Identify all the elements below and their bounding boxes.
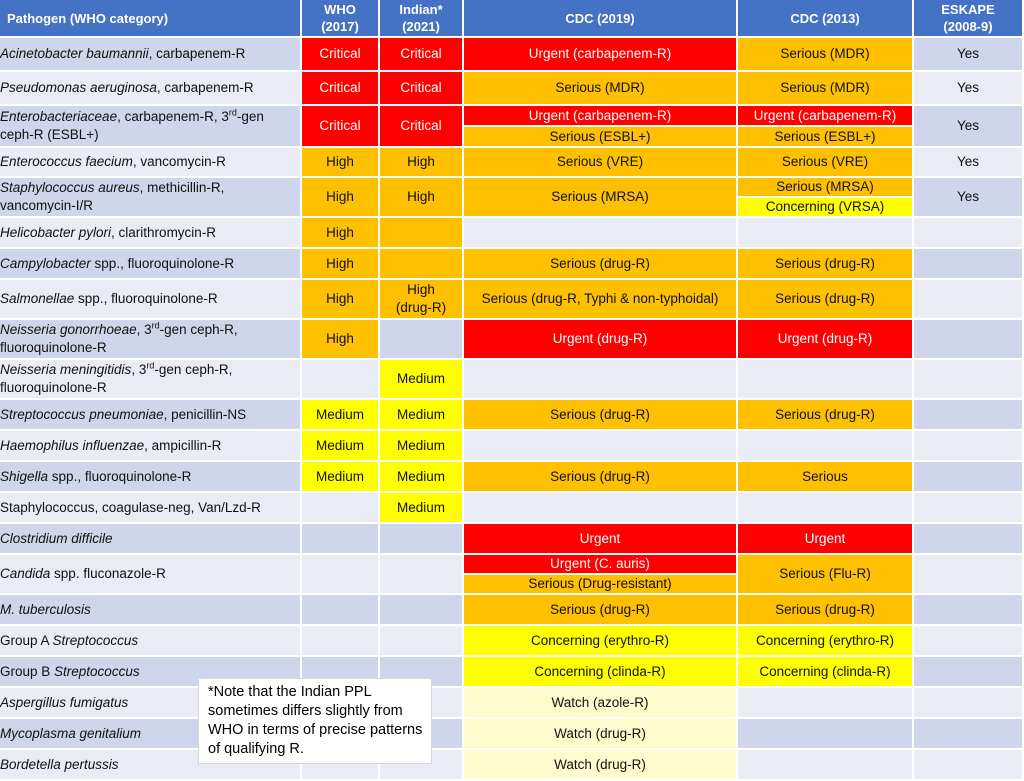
table-row (0, 750, 1024, 781)
pathogen-cell (0, 320, 302, 360)
who-2017-cell-label: High (326, 154, 354, 169)
indian-2021-cell-label: Critical (400, 46, 442, 61)
eskape-cell (914, 218, 1024, 249)
header-row (0, 0, 1024, 38)
cdc-2013-cell-split (738, 106, 912, 146)
pathogen-text: -gen ceph-R, fluoroquinolone-R (0, 362, 233, 395)
who-2017-cell-label: High (326, 255, 354, 271)
cdc-2019-cell (464, 148, 738, 178)
cdc-2013-cell (738, 360, 914, 400)
cdc-2013-cell-label: Urgent (carbapenem-R) (738, 106, 912, 127)
indian-2021-cell-label: Medium (396, 437, 445, 453)
cdc-2019-cell-label: Urgent (carbapenem-R) (528, 46, 672, 61)
who-2017-cell (302, 493, 380, 524)
cdc-2019-cell (464, 280, 738, 320)
pathogen-cell (0, 360, 302, 400)
header-who: WHO (2017) (302, 0, 380, 38)
eskape-label: Yes (956, 189, 980, 204)
cdc-2019-cell (464, 750, 738, 781)
cdc-2013-cell (738, 249, 914, 280)
indian-2021-cell (380, 524, 464, 555)
pathogen-cell (0, 72, 302, 106)
cdc-2013-cell (738, 595, 914, 626)
pathogen-cell (0, 178, 302, 218)
eskape-cell (914, 595, 1024, 626)
cdc-2019-cell (464, 595, 738, 626)
eskape-cell (914, 400, 1024, 431)
pathogen-text: Pseudomonas aeruginosa (0, 80, 157, 95)
pathogen-cell (0, 218, 302, 249)
table-row (0, 719, 1024, 750)
table-row (0, 493, 1024, 524)
pathogen-cell (0, 555, 302, 595)
table-row (0, 218, 1024, 249)
pathogen-cell (0, 462, 302, 493)
cdc-2019-cell-label: Serious (ESBL+) (464, 127, 736, 146)
who-2017-cell-label: High (326, 224, 354, 240)
cdc-2013-cell (738, 106, 914, 148)
who-2017-cell (302, 462, 380, 493)
cdc-2019-cell-label: Watch (drug-R) (554, 756, 646, 772)
cdc-2013-cell-label: Serious (802, 468, 848, 484)
eskape-cell (914, 750, 1024, 781)
cdc-2013-cell (738, 750, 914, 781)
who-2017-cell (302, 280, 380, 320)
cdc-2013-cell (738, 493, 914, 524)
table-row (0, 657, 1024, 688)
cdc-2013-cell-label: Serious (drug-R) (775, 601, 875, 617)
cdc-2019-cell-label: Urgent (carbapenem-R) (464, 106, 736, 127)
header-cdc-2019: CDC (2019) (464, 0, 738, 38)
cdc-2013-cell-label: Serious (drug-R) (775, 406, 875, 422)
header-cdc-2013: CDC (2013) (738, 0, 914, 38)
cdc-2013-cell-label: Urgent (drug-R) (777, 331, 873, 346)
indian-2021-cell (380, 431, 464, 462)
pathogen-text: , penicillin-NS (163, 406, 247, 422)
cdc-2013-cell (738, 72, 914, 106)
eskape-cell (914, 462, 1024, 493)
pathogen-cell (0, 595, 302, 626)
cdc-2019-cell (464, 626, 738, 657)
indian-2021-cell (380, 218, 464, 249)
cdc-2019-cell-label: Serious (drug-R, Typhi & non-typhoidal) (481, 291, 719, 306)
pathogen-text: Enterobacteriaceae (0, 109, 118, 124)
pathogen-text: spp., fluoroquinolone-R (48, 468, 192, 484)
who-2017-cell (302, 218, 380, 249)
cdc-2013-cell (738, 719, 914, 750)
indian-2021-cell-label: Critical (400, 80, 442, 95)
pathogen-text: rd (228, 107, 237, 118)
eskape-label: Yes (956, 118, 980, 133)
cdc-2019-cell-label: Watch (azole-R) (551, 694, 649, 710)
eskape-cell (914, 360, 1024, 400)
eskape-cell (914, 688, 1024, 719)
who-2017-cell (302, 555, 380, 595)
pathogen-text: Group B (0, 663, 55, 679)
pathogen-text: , 3 (136, 322, 152, 337)
pathogen-cell (0, 249, 302, 280)
cdc-2019-cell (464, 72, 738, 106)
eskape-cell (914, 626, 1024, 657)
table-row (0, 555, 1024, 595)
indian-2021-cell (380, 462, 464, 493)
cdc-2013-cell (738, 178, 914, 218)
eskape-cell (914, 249, 1024, 280)
cdc-2013-cell-label: Serious (MDR) (780, 80, 870, 95)
cdc-2019-cell (464, 431, 738, 462)
pathogen-text: , ampicillin-R (144, 437, 222, 453)
pathogen-cell (0, 280, 302, 320)
indian-2021-cell-label: Critical (400, 118, 442, 133)
indian-2021-cell (380, 72, 464, 106)
pathogen-cell (0, 38, 302, 72)
cdc-2013-cell-label: Serious (Flu-R) (779, 566, 871, 581)
cdc-2013-cell (738, 688, 914, 719)
cdc-2019-cell (464, 555, 738, 595)
who-2017-cell-label: Medium (315, 406, 364, 422)
who-2017-cell (302, 431, 380, 462)
indian-2021-cell-label: Medium (396, 499, 445, 515)
eskape-cell (914, 280, 1024, 320)
cdc-2013-cell-label: Urgent (804, 530, 846, 546)
cdc-2019-cell (464, 493, 738, 524)
indian-2021-cell (380, 360, 464, 400)
cdc-2013-cell (738, 555, 914, 595)
pathogen-text: Mycoplasma genitalium (0, 725, 142, 741)
cdc-2013-cell (738, 400, 914, 431)
eskape-cell (914, 148, 1024, 178)
indian-2021-cell (380, 280, 464, 320)
indian-2021-cell-label: High (407, 189, 435, 204)
pathogen-cell (0, 106, 302, 148)
who-2017-cell-label: High (326, 189, 354, 204)
indian-2021-cell-label: High (407, 154, 435, 169)
eskape-label: Yes (956, 154, 980, 169)
pathogen-text: , carbapenem-R (156, 80, 254, 95)
table-row (0, 38, 1024, 72)
table-row (0, 688, 1024, 719)
cdc-2019-cell (464, 524, 738, 555)
indian-2021-cell (380, 555, 464, 595)
pathogen-text: spp., fluoroquinolone-R (74, 291, 218, 306)
pathogen-text: Helicobacter pylori (0, 224, 112, 240)
pathogen-cell (0, 626, 302, 657)
eskape-cell (914, 719, 1024, 750)
pathogen-text: , clarithromycin-R (111, 224, 217, 240)
pathogen-text: rd (151, 320, 160, 331)
cdc-2019-cell-label: Serious (drug-R) (550, 255, 650, 271)
eskape-cell (914, 431, 1024, 462)
pathogen-text: Neisseria meningitidis (0, 362, 132, 377)
cdc-2013-cell-label: Serious (MDR) (780, 46, 870, 61)
indian-2021-cell-label: Medium (396, 468, 445, 484)
table-row (0, 462, 1024, 493)
pathogen-text: Salmonellae (0, 291, 75, 306)
cdc-2013-cell (738, 626, 914, 657)
pathogen-text: Haemophilus influenzae (0, 437, 145, 453)
eskape-cell (914, 320, 1024, 360)
indian-2021-cell-label: Medium (396, 371, 445, 386)
cdc-2013-cell-label: Serious (VRE) (781, 154, 869, 169)
cdc-2019-cell-label: Serious (Drug-resistant) (464, 575, 736, 593)
header-indian: Indian* (2021) (380, 0, 464, 38)
pathogen-text: Aspergillus fumigatus (0, 694, 129, 710)
who-2017-cell-label: Medium (315, 437, 364, 453)
who-2017-cell (302, 72, 380, 106)
cdc-2019-cell-label: Urgent (C. auris) (464, 555, 736, 575)
who-2017-cell (302, 148, 380, 178)
cdc-2019-cell-label: Serious (drug-R) (550, 601, 650, 617)
eskape-cell (914, 178, 1024, 218)
pathogen-text: -gen ceph-R, fluoroquinolone-R (0, 322, 238, 355)
cdc-2019-cell-label: Serious (drug-R) (550, 468, 650, 484)
indian-2021-cell (380, 320, 464, 360)
table-row (0, 72, 1024, 106)
pathogen-text: , carbapenem-R, 3 (117, 109, 229, 124)
cdc-2013-cell-label: Serious (ESBL+) (738, 127, 912, 146)
cdc-2019-cell (464, 360, 738, 400)
who-2017-cell-label: High (326, 291, 354, 306)
cdc-2019-cell (464, 249, 738, 280)
pathogen-text: , vancomycin-R (132, 154, 226, 169)
who-2017-cell (302, 178, 380, 218)
eskape-cell (914, 493, 1024, 524)
who-2017-cell (302, 249, 380, 280)
who-2017-cell (302, 400, 380, 431)
cdc-2019-cell (464, 178, 738, 218)
cdc-2019-cell (464, 106, 738, 148)
eskape-cell (914, 524, 1024, 555)
eskape-cell (914, 106, 1024, 148)
cdc-2013-cell (738, 148, 914, 178)
table-row (0, 320, 1024, 360)
table-row (0, 280, 1024, 320)
indian-2021-cell-label: Medium (396, 406, 445, 422)
eskape-cell (914, 72, 1024, 106)
cdc-2013-cell (738, 524, 914, 555)
who-2017-cell (302, 524, 380, 555)
cdc-2019-cell-label: Urgent (drug-R) (552, 331, 648, 346)
pathogen-text: Group A (0, 632, 53, 648)
table-body (0, 38, 1024, 781)
indian-2021-cell (380, 106, 464, 148)
pathogen-text: , methicillin-R, vancomycin-I/R (0, 180, 225, 213)
pathogen-text: M. tuberculosis (0, 601, 91, 617)
pathogen-cell (0, 148, 302, 178)
cdc-2013-cell-label: Serious (drug-R) (775, 291, 875, 306)
pathogen-cell (0, 400, 302, 431)
pathogen-text: Campylobacter (0, 255, 91, 271)
cdc-2019-cell-label: Serious (VRE) (556, 154, 644, 169)
indian-2021-cell (380, 400, 464, 431)
cdc-2019-cell (464, 688, 738, 719)
pathogen-text: -gen ceph-R (ESBL+) (0, 109, 264, 142)
who-2017-cell-label: Critical (319, 80, 361, 95)
cdc-2013-cell-label: Concerning (clinda-R) (759, 663, 891, 679)
pathogen-text: Streptococcus pneumoniae (0, 406, 164, 422)
table-row (0, 360, 1024, 400)
cdc-2019-cell (464, 462, 738, 493)
who-2017-cell (302, 595, 380, 626)
pathogen-text: , carbapenem-R (148, 46, 246, 61)
eskape-cell (914, 555, 1024, 595)
cdc-2013-cell (738, 462, 914, 493)
who-2017-cell-label: Critical (319, 118, 361, 133)
cdc-2013-cell-split (738, 178, 912, 216)
table-row (0, 626, 1024, 657)
eskape-label: Yes (956, 80, 980, 95)
who-2017-cell (302, 360, 380, 400)
pathogen-text: Streptococcus (52, 632, 139, 648)
pathogen-text: rd (146, 360, 155, 371)
cdc-2013-cell (738, 280, 914, 320)
eskape-cell (914, 657, 1024, 688)
pathogen-text: Acinetobacter baumannii (0, 46, 149, 61)
table-row (0, 524, 1024, 555)
cdc-2019-cell-label: Serious (drug-R) (550, 406, 650, 422)
cdc-2019-cell-split (464, 106, 736, 146)
who-2017-cell (302, 320, 380, 360)
table-row (0, 178, 1024, 218)
cdc-2019-cell-split (464, 555, 736, 593)
pathogen-text: Staphylococcus aureus (0, 180, 140, 195)
pathogen-text: Bordetella pertussis (0, 756, 119, 772)
pathogen-text: Clostridium difficile (0, 530, 113, 546)
cdc-2019-cell (464, 320, 738, 360)
pathogen-text: Staphylococcus, coagulase-neg, Van/Lzd-R (0, 499, 261, 515)
cdc-2013-cell (738, 657, 914, 688)
table-row (0, 106, 1024, 148)
cdc-2019-cell (464, 218, 738, 249)
pathogen-cell (0, 493, 302, 524)
pathogen-text: Neisseria gonorrhoeae (0, 322, 137, 337)
who-2017-cell (302, 626, 380, 657)
indian-2021-cell (380, 249, 464, 280)
cdc-2019-cell-label: Urgent (579, 530, 621, 546)
pathogen-cell (0, 431, 302, 462)
header-eskape: ESKAPE (2008-9) (914, 0, 1024, 38)
table-row (0, 431, 1024, 462)
pathogen-text: Streptococcus (54, 663, 140, 679)
cdc-2013-cell (738, 218, 914, 249)
eskape-cell (914, 38, 1024, 72)
pathogen-text: Enterococcus faecium (0, 154, 133, 169)
cdc-2019-cell-label: Watch (drug-R) (554, 725, 646, 741)
header-pathogen: Pathogen (WHO category) (0, 0, 302, 38)
table-row (0, 148, 1024, 178)
indian-2021-cell (380, 626, 464, 657)
pathogen-text: spp., fluoroquinolone-R (90, 255, 235, 271)
cdc-2013-cell-label: Concerning (erythro-R) (755, 632, 895, 648)
indian-ppl-footnote: *Note that the Indian PPL sometimes differs slightly from WHO in terms of precise patterns of qualifying R. (198, 678, 432, 764)
pathogen-text: Shigella (0, 468, 49, 484)
table-row (0, 400, 1024, 431)
pathogen-text: spp. fluconazole-R (50, 566, 166, 581)
who-2017-cell-label: High (326, 331, 354, 346)
cdc-2013-cell-label: Serious (MRSA) (738, 178, 912, 198)
pathogen-text: , 3 (131, 362, 147, 377)
pathogen-cell (0, 524, 302, 555)
cdc-2019-cell-label: Serious (MRSA) (551, 189, 649, 204)
cdc-2019-cell (464, 38, 738, 72)
cdc-2013-cell-label: Serious (drug-R) (775, 255, 875, 271)
cdc-2013-cell (738, 431, 914, 462)
who-2017-cell-label: Medium (315, 468, 364, 484)
cdc-2019-cell-label: Concerning (erythro-R) (530, 632, 670, 648)
cdc-2019-cell-label: Serious (MDR) (555, 80, 645, 95)
cdc-2019-cell-label: Concerning (clinda-R) (534, 663, 666, 679)
indian-2021-cell-label: High (drug-R) (395, 282, 447, 315)
table-row (0, 595, 1024, 626)
indian-2021-cell (380, 493, 464, 524)
who-2017-cell (302, 38, 380, 72)
cdc-2019-cell (464, 657, 738, 688)
indian-2021-cell (380, 38, 464, 72)
cdc-2019-cell (464, 400, 738, 431)
who-2017-cell-label: Critical (319, 46, 361, 61)
indian-2021-cell (380, 595, 464, 626)
who-2017-cell (302, 106, 380, 148)
pathogen-text: Candida (0, 566, 51, 581)
eskape-label: Yes (956, 46, 980, 61)
cdc-2013-cell (738, 320, 914, 360)
indian-2021-cell (380, 178, 464, 218)
cdc-2019-cell (464, 719, 738, 750)
cdc-2013-cell-label: Concerning (VRSA) (738, 198, 912, 216)
table-row (0, 249, 1024, 280)
cdc-2013-cell (738, 38, 914, 72)
indian-2021-cell (380, 148, 464, 178)
